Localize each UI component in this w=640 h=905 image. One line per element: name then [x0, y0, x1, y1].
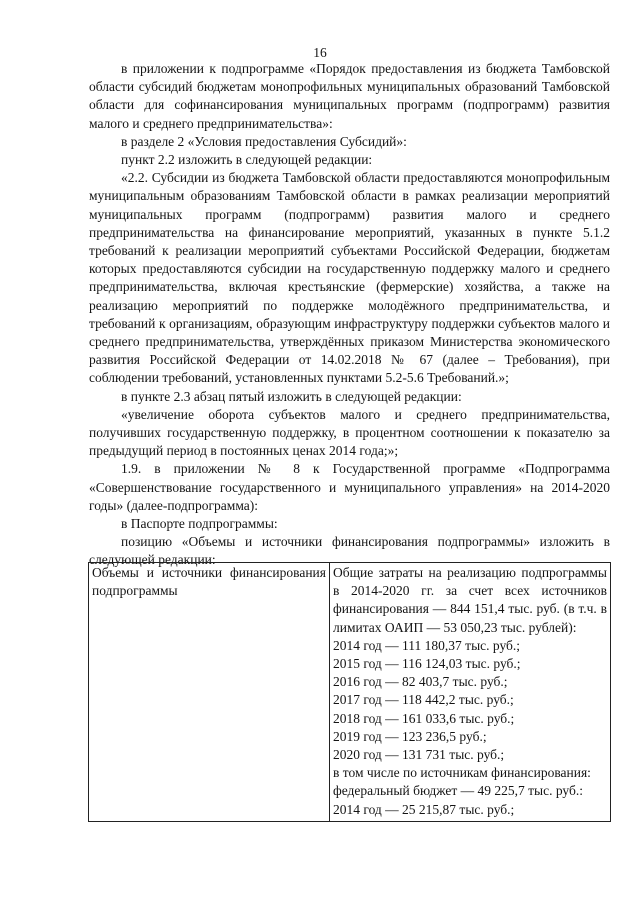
total-costs-line: Общие затраты на реализацию подпрограммы в 2014-2020 гг. за счет всех источников финансирования — 844 151,4 тыс. руб. (в т.ч. в лимитах ОАИП — 53 050,23 тыс. рублей):: [333, 565, 607, 635]
paragraph-1-9: 1.9. в приложении № 8 к Государственной программе «Подпрограмма «Совершенствование государственного и муниципального управления» на 2014-2020 годы» (далее-подпрограмма):: [89, 461, 610, 513]
year-line-2016: 2016 год — 82 403,7 тыс. руб.;: [333, 674, 508, 690]
table-cell-label: [89, 563, 330, 822]
year-line-2017: 2017 год — 118 442,2 тыс. руб.;: [333, 692, 514, 708]
paragraph-point-2-3: в пункте 2.3 абзац пятый изложить в следующей редакции:: [121, 388, 462, 404]
federal-year-line-2014: 2014 год — 25 215,87 тыс. руб.;: [333, 801, 515, 817]
year-line-2018: 2018 год — 161 033,6 тыс. руб.;: [333, 710, 515, 726]
document-body: [89, 60, 610, 570]
federal-budget-line: федеральный бюджет — 49 225,7 тыс. руб.:: [333, 783, 583, 799]
paragraph-subsidies-text: «2.2. Субсидии из бюджета Тамбовской области предоставляются монопрофильным муниципальным образованиям Тамбовской области в рамках реализации мероприятий муниципальных программ (подпрограмм) развития малого и среднего предпринимательства на финансирование мероприятий, указанных в пункте 5.1.2 требований к реализации мероприятий субъектами Российской Федерации, бюджетам которых предоставляются субсидии на государственную поддержку малого и среднего предпринимательства, включая крестьянские (фермерские) хозяйства, а также на реализацию мероприятий по поддержке молодёжного предпринимательства, и требований к организациям, образующим инфраструктуру поддержки субъектов малого и среднего предпринимательства, утверждённых приказом Министерства экономического развития Российской Федерации от 14.02.2018 № 67 (далее – Требования), при соблюдении требований, установленных пунктами 5.2-5.6 Требований.»;: [89, 170, 610, 386]
page-number: 16: [313, 45, 327, 60]
year-line-2019: 2019 год — 123 236,5 руб.;: [333, 728, 487, 744]
paragraph-passport: в Паспорте подпрограммы:: [121, 516, 278, 532]
paragraph-appendix-intro: в приложении к подпрограмме «Порядок предоставления из бюджета Тамбовской области субсидий бюджетам монопрофильных муниципальных образований Тамбовской области для софинансирования муниципальных программ (подпрограмм) развития малого и среднего предпринимательства»:: [89, 61, 610, 131]
year-line-2020: 2020 год — 131 731 тыс. руб.;: [333, 747, 505, 763]
paragraph-position: позицию «Объемы и источники финансирования подпрограммы» изложить в следующей редакции:: [89, 534, 610, 568]
paragraph-turnover-text: «увеличение оборота субъектов малого и среднего предпринимательства, получивших государственную поддержку, в процентном соотношении к показателю за предыдущий период в постоянных ценах 2014 года;»;: [89, 406, 610, 459]
year-line-2015: 2015 год — 116 124,03 тыс. руб.;: [333, 656, 521, 672]
passport-table: [88, 562, 611, 822]
sources-line: в том числе по источникам финансирования:: [333, 765, 591, 781]
table-cell-values: [330, 563, 611, 822]
year-line-2014: 2014 год — 111 180,37 тыс. руб.;: [333, 637, 521, 653]
funding-label: Объемы и источники финансирования подпрограммы: [92, 565, 326, 599]
table-row: [89, 563, 611, 822]
paragraph-section-2: в разделе 2 «Условия предоставления Субсидий»:: [121, 133, 407, 149]
paragraph-point-2-2: пункт 2.2 изложить в следующей редакции:: [121, 152, 373, 168]
